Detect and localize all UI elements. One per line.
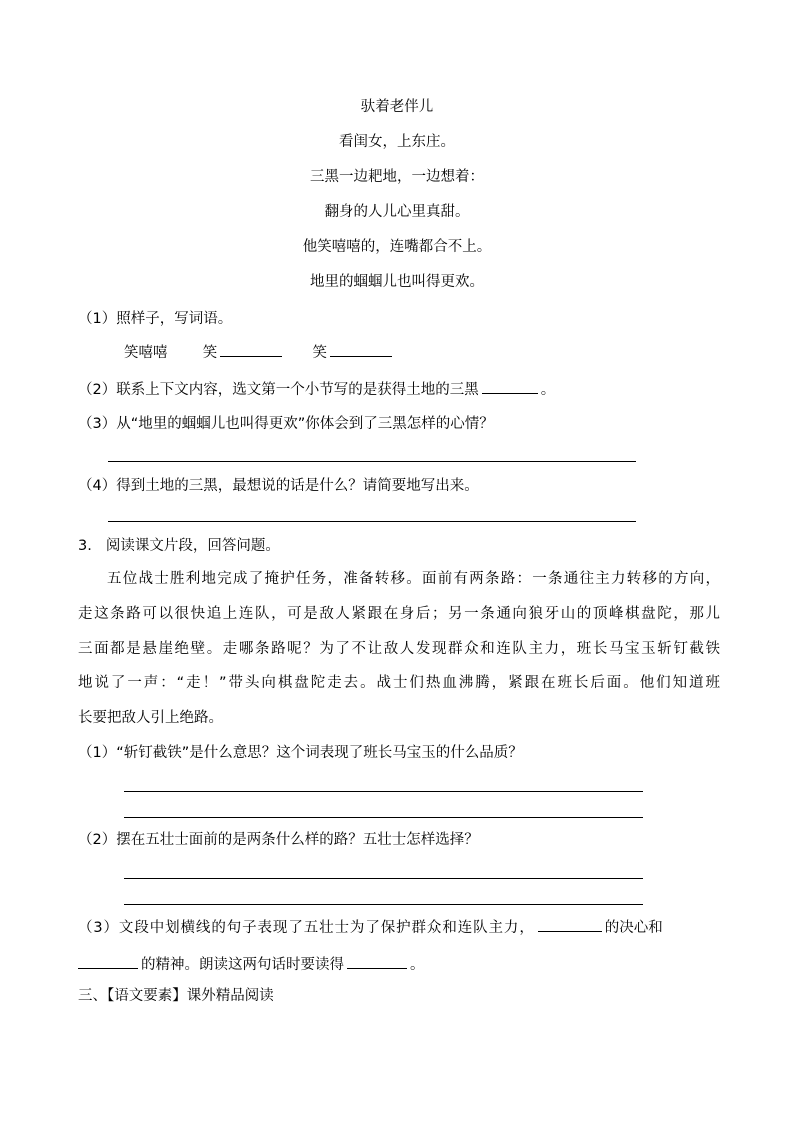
poem-line-6: 地里的蝈蝈儿也叫得更欢。 — [310, 274, 484, 290]
question-2-text: （2）联系上下文内容，选文第一个小节写的是获得土地的三黑 — [78, 382, 479, 398]
answer-line-1[interactable] — [108, 461, 636, 462]
section-3-number: 3. — [78, 538, 92, 554]
passage-line-3: 三面都是悬崖绝壁。走哪条路呢？为了不让敌人发现群众和连队主力，班长马宝玉斩钉截铁 — [78, 641, 720, 657]
answer-line-5[interactable] — [124, 878, 643, 879]
answer-blank-3[interactable] — [482, 379, 538, 394]
xiao-label-2: 笑 — [312, 345, 327, 361]
answer-line-2[interactable] — [108, 521, 636, 522]
section-3-title: 阅读课文片段，回答问题。 — [105, 538, 280, 554]
poem-line-3: 三黑一边耙地，一边想着： — [310, 169, 484, 185]
question-1: （1）照样子，写词语。 — [78, 311, 233, 327]
answer-line-3[interactable] — [124, 791, 643, 792]
answer-line-4[interactable] — [124, 817, 643, 818]
question-2 — [78, 379, 555, 400]
passage-line-5: 长要把敌人引上绝路。 — [78, 710, 223, 726]
xiao-label-1: 笑 — [202, 345, 218, 361]
section-3-question-1: （1）“斩钉截铁”是什么意思？这个词表现了班长马宝玉的什么品质？ — [78, 745, 523, 761]
answer-blank-4[interactable] — [538, 917, 602, 932]
question-3-part-d: 。 — [410, 957, 425, 973]
question-3: （3）从“地里的蝈蝈儿也叫得更欢”你体会到了三黑怎样的心情？ — [78, 416, 494, 432]
passage-line-2: 走这条路可以很快追上连队，可是敌人紧跟在身后；另一条通向狼牙山的顶峰棋盘陀，那儿 — [78, 606, 720, 622]
passage-line-4: 地说了一声：“走！”带头向棋盘陀走去。战士们热血沸腾，紧跟在班长后面。他们知道班 — [78, 675, 720, 691]
example-row — [124, 342, 395, 363]
section-3-heading — [78, 536, 280, 556]
answer-blank-1[interactable] — [220, 342, 282, 357]
answer-blank-5[interactable] — [78, 954, 138, 969]
section-3-question-2: （2）摆在五壮士面前的是两条什么样的路？五壮士怎样选择？ — [78, 832, 479, 848]
poem-line-5: 他笑嘻嘻的，连嘴都合不上。 — [302, 239, 492, 255]
question-3-part-c: 的精神。朗读这两句话时要读得 — [141, 957, 344, 973]
section-3-question-3 — [78, 917, 720, 938]
question-2-end: 。 — [540, 382, 556, 398]
next-section-heading: 三、【语文要素】课外精品阅读 — [78, 988, 274, 1004]
answer-blank-2[interactable] — [330, 342, 392, 357]
passage-line-1: 五位战士胜利地完成了掩护任务，准备转移。面前有两条路：一条通往主力转移的方向， — [107, 571, 720, 587]
section-3-question-3-cont — [78, 954, 425, 975]
poem-line-2: 看闺女，上东庄。 — [339, 134, 455, 150]
question-3-part-a: （3）文段中划横线的句子表现了五壮士为了保护群众和连队主力， — [78, 920, 535, 936]
example-word: 笑嘻嘻 — [124, 345, 168, 361]
poem-line-4: 翻身的人儿心里真甜。 — [324, 204, 470, 220]
question-3-part-b: 的决心和 — [604, 920, 663, 936]
question-4: （4）得到土地的三黑，最想说的话是什么？请简要地写出来。 — [78, 478, 479, 494]
poem-line-1: 驮着老伴儿 — [360, 99, 434, 115]
answer-blank-6[interactable] — [347, 954, 407, 969]
answer-line-6[interactable] — [124, 904, 643, 905]
